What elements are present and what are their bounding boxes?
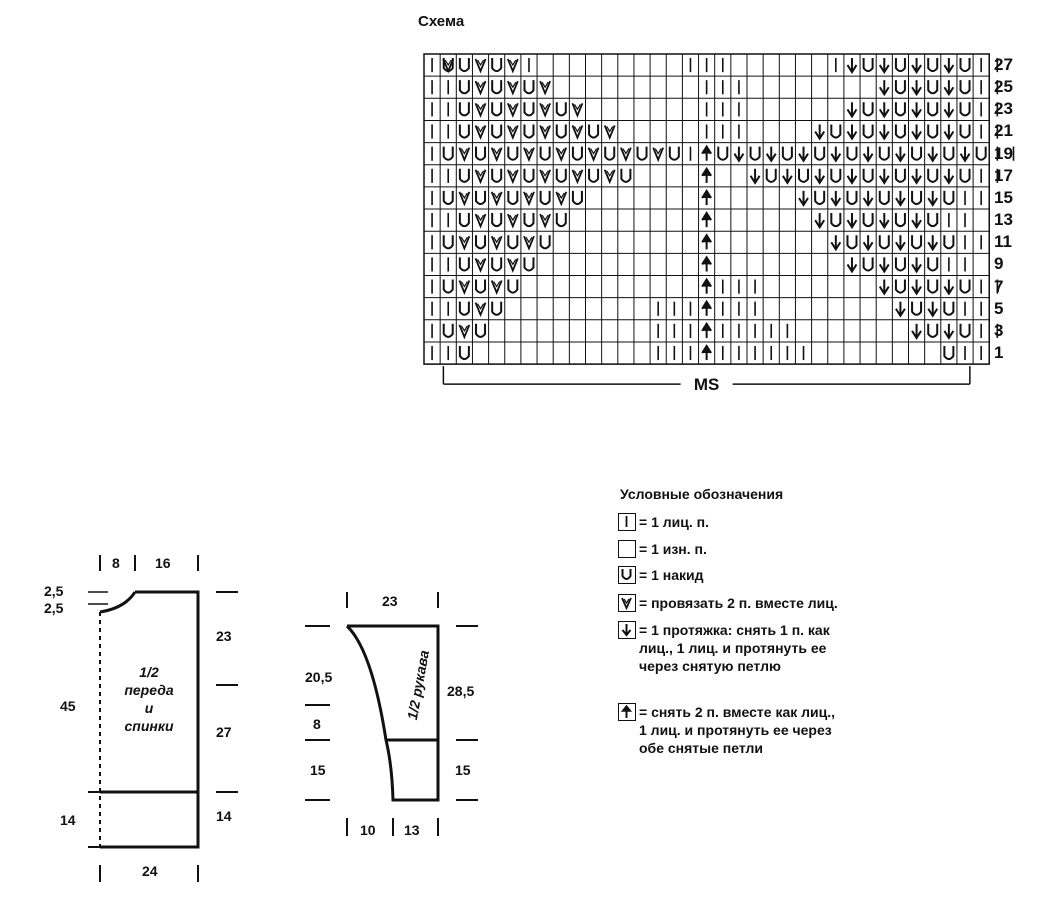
- legend-text: = 1 изн. п.: [639, 541, 707, 557]
- body-dim-neck-1: 2,5: [44, 583, 64, 599]
- sleeve-dim-bottom-right: 13: [404, 822, 420, 838]
- body-dim-width: 24: [142, 863, 158, 879]
- legend-text: = 1 лиц. п.: [639, 514, 709, 530]
- row-number: 27: [994, 55, 1013, 74]
- row-number: 7: [994, 276, 1004, 296]
- legend-text: = 1 накид: [639, 567, 704, 583]
- legend-text: = снять 2 п. вместе как лиц., 1 лиц. и протянуть ее через обе снятые петли: [639, 704, 836, 756]
- sleeve-dim-top: 23: [382, 593, 398, 609]
- row-number: 23: [994, 99, 1013, 119]
- body-label: 1/2 переда и спинки: [124, 664, 174, 734]
- legend-title: Условные обозначения: [620, 486, 784, 502]
- sleeve-dim-left-mid: 8: [313, 716, 321, 732]
- row-number: 5: [994, 298, 1004, 318]
- sleeve-dim-right-upper: 28,5: [447, 683, 475, 699]
- legend-text: = 1 протяжка: снять 1 п. как лиц., 1 лиц. и протянуть ее через снятую петлю: [639, 622, 830, 674]
- legend-text: = провязать 2 п. вместе лиц.: [639, 595, 838, 611]
- row-number: 11: [994, 232, 1012, 252]
- row-number: 17: [994, 165, 1013, 185]
- sleeve-dim-left-lower: 15: [310, 762, 326, 778]
- ms-label: MS: [693, 375, 720, 395]
- body-dim-bottom-left: 14: [60, 812, 76, 828]
- sleeve-label: 1/2 рукава: [404, 648, 432, 722]
- row-number: 21: [994, 121, 1013, 141]
- body-dim-neck-2: 2,5: [44, 600, 64, 616]
- row-number: 19: [994, 143, 1013, 163]
- row-number: 3: [994, 320, 1004, 340]
- body-dim-middle: 27: [216, 724, 232, 740]
- sleeve-dim-left-upper: 20,5: [305, 669, 333, 685]
- sleeve-dim-right-lower: 15: [455, 762, 471, 778]
- row-number: 25: [994, 77, 1013, 97]
- body-dim-total-height: 45: [60, 698, 76, 714]
- sleeve-dim-bottom-left: 10: [360, 822, 376, 838]
- chart-title: Схема: [418, 13, 465, 30]
- row-number: 9: [994, 254, 1004, 274]
- body-dim-upper: 23: [216, 628, 232, 644]
- row-number: 1: [994, 342, 1004, 362]
- body-dim-top-left: 8: [112, 555, 120, 571]
- body-dim-bottom-right: 14: [216, 808, 232, 824]
- row-number: 15: [994, 187, 1013, 207]
- body-dim-top-right: 16: [155, 555, 171, 571]
- row-number: 13: [994, 210, 1013, 230]
